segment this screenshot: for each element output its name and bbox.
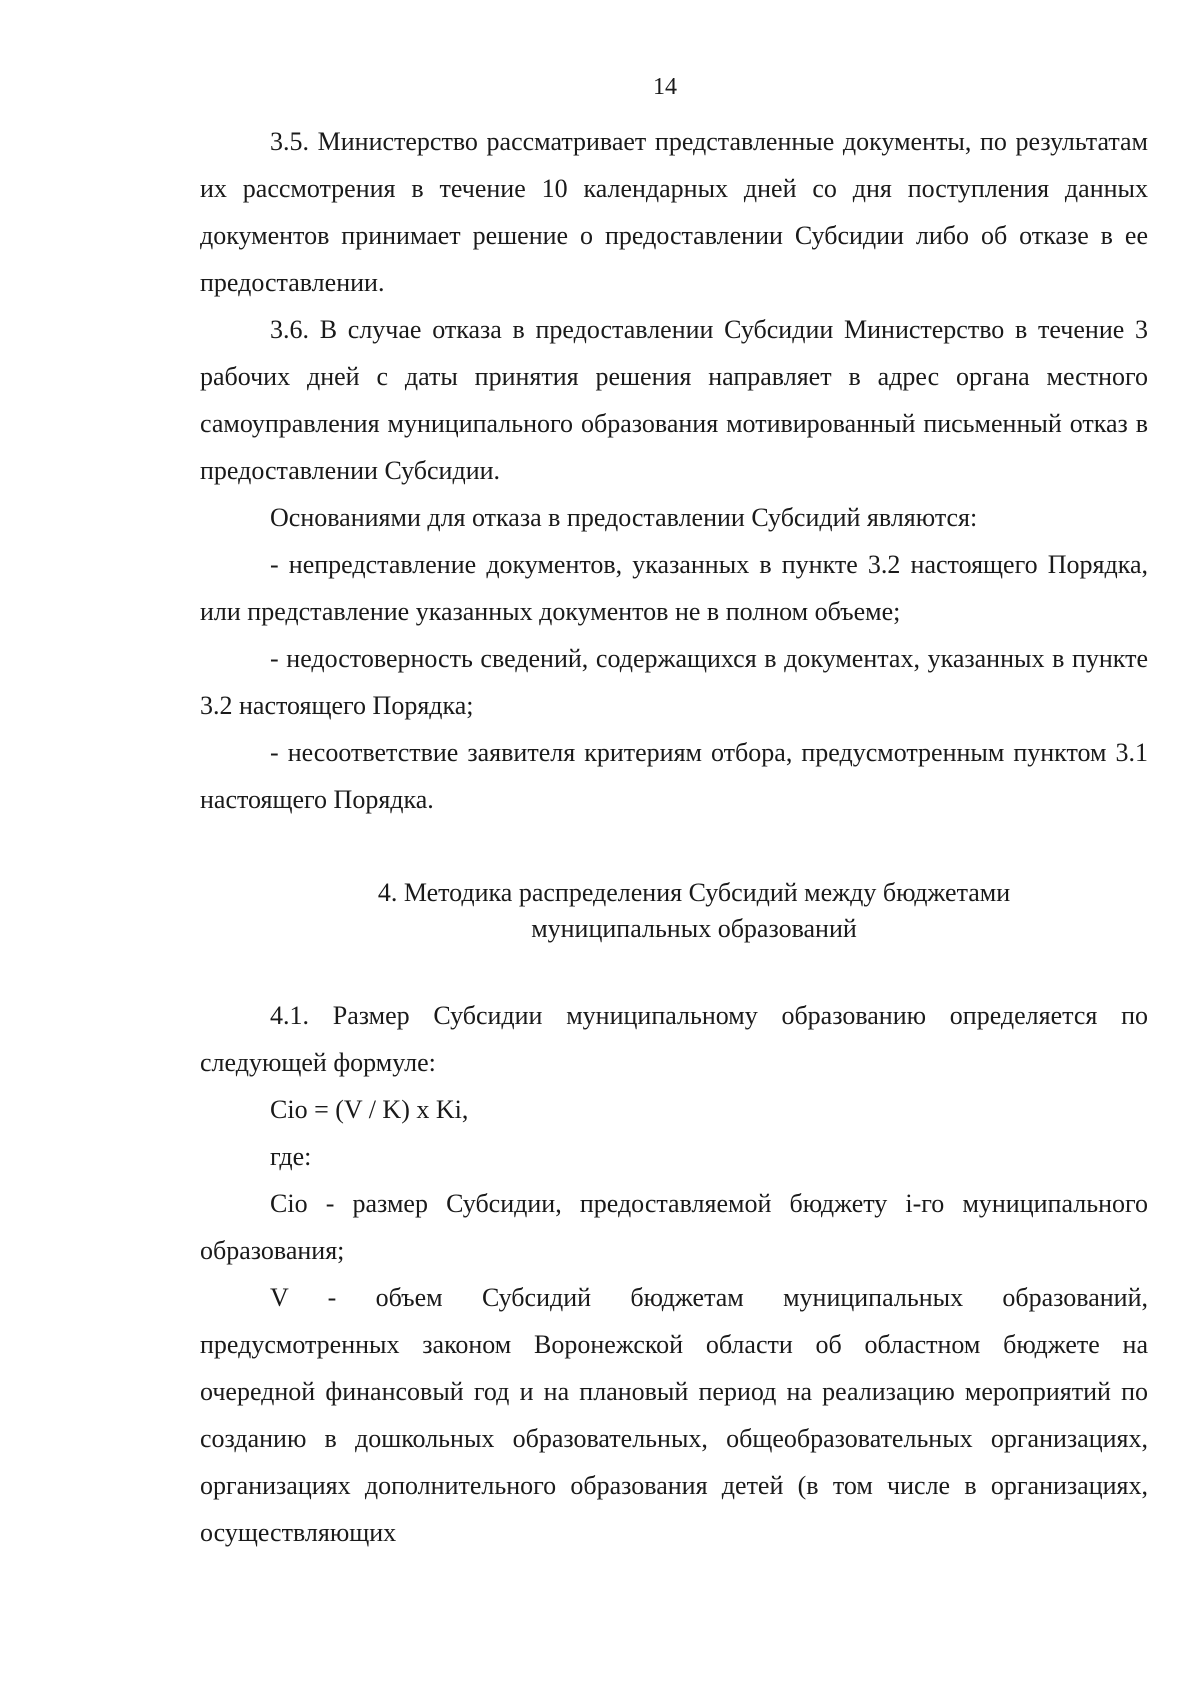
paragraph-3-6: 3.6. В случае отказа в предоставлении Субсидии Министерство в течение 3 рабочих дней с даты принятия решения направляет в адрес органа местного самоуправления муниципального образования мотивированный письменный отказ в предоставлении Субсидии. <box>200 315 1148 485</box>
formula: Cio = (V / K) x Ki, <box>270 1095 469 1124</box>
refusal-ground-item: - несоответствие заявителя критериям отбора, предусмотренным пунктом 3.1 настоящего Порядка. <box>200 738 1148 814</box>
definition-cio: Cio - размер Субсидии, предоставляемой бюджету i-го муниципального образования; <box>200 1189 1148 1265</box>
where-label: где: <box>270 1142 312 1171</box>
refusal-ground-item: - непредставление документов, указанных в пункте 3.2 настоящего Порядка, или представление указанных документов не в полном объеме; <box>200 550 1148 626</box>
refusal-ground-item: - недостоверность сведений, содержащихся в документах, указанных в пункте 3.2 настоящего Порядка; <box>200 644 1148 720</box>
document-body <box>200 118 1148 1556</box>
refusal-grounds-intro: Основаниями для отказа в предоставлении Субсидий являются: <box>270 503 978 532</box>
section-heading-line: муниципальных образований <box>531 914 857 943</box>
page-number: 14 <box>653 74 677 100</box>
section-heading-line: 4. Методика распределения Субсидий между бюджетами <box>377 878 1011 907</box>
paragraph-4-1: 4.1. Размер Субсидии муниципальному образованию определяется по следующей формуле: <box>200 1001 1148 1077</box>
definition-v: V - объем Субсидий бюджетам муниципальных образований, предусмотренных законом Воронежской области об областном бюджете на очередной финансовый год и на плановый период на реализацию мероприятий по созданию в дошкольных образовательных, общеобразовательных организациях, организациях дополнительного образования детей (в том числе в организациях, осуществляющих <box>200 1283 1148 1547</box>
paragraph-3-5: 3.5. Министерство рассматривает представленные документы, по результатам их рассмотрения в течение 10 календарных дней со дня поступления данных документов принимает решение о предоставлении Субсидии либо об отказе в ее предоставлении. <box>200 127 1148 297</box>
section-heading <box>200 875 1148 947</box>
